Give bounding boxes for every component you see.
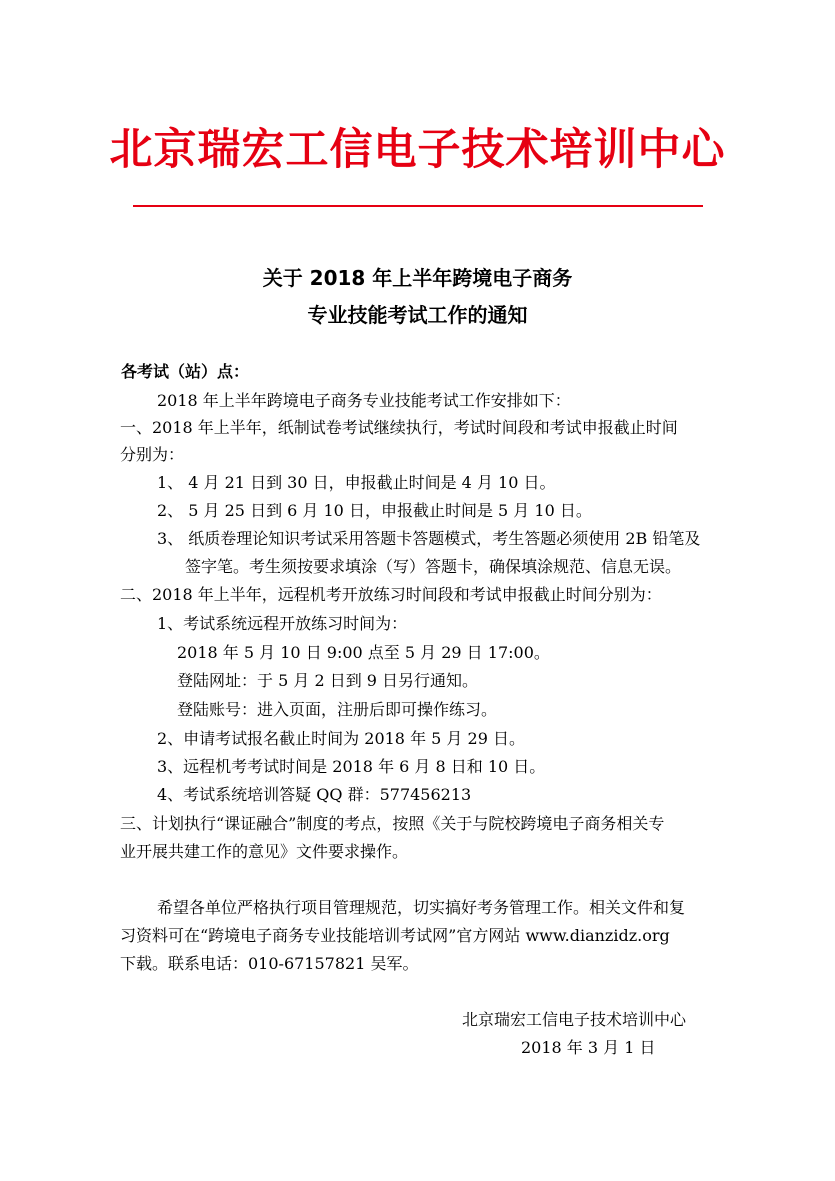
section3-line1: 三、计划执行“课证融合”制度的考点，按照《关于与院校跨境电子商务相关专 [120,814,665,833]
section1-heading-line1: 一、2018 年上半年，纸制试卷考试继续执行，考试时间段和考试申报截止时间 [120,418,678,437]
org-header-title: 北京瑞宏工信电子技术培训中心 [109,125,726,175]
section1-item1: 1、 4 月 21 日到 30 日，申报截止时间是 4 月 10 日。 [157,473,556,492]
section2-item3: 3、远程机考考试时间是 2018 年 6 月 8 日和 10 日。 [157,757,546,776]
section2-item4: 4、考试系统培训答疑 QQ 群：577456213 [157,785,472,804]
section2-heading: 二、2018 年上半年，远程机考开放练习时间段和考试申报截止时间分别为： [120,585,662,604]
signature-date: 2018 年 3 月 1 日 [521,1038,656,1057]
section1-item2: 2、 5 月 25 日到 6 月 10 日，申报截止时间是 5 月 10 日。 [157,501,592,520]
closing-line2: 习资料可在“跨境电子商务专业技能培训考试网”官方网站 www.dianzidz.org [120,926,670,945]
salutation: 各考试（站）点： [121,362,250,381]
section2-item1-account: 登陆账号：进入页面，注册后即可操作练习。 [177,700,498,719]
section2-item1: 1、考试系统远程开放练习时间为： [157,614,408,633]
section2-item2: 2、申请考试报名截止时间为 2018 年 5 月 29 日。 [157,729,525,748]
section2-item1-url: 登陆网址：于 5 月 2 日到 9 日另行通知。 [177,671,479,690]
doc-title-line1: 关于 2018 年上半年跨境电子商务 [262,266,573,290]
closing-line3: 下载。联系电话：010-67157821 吴军。 [120,954,419,973]
closing-line1: 希望各单位严格执行项目管理规范，切实搞好考务管理工作。相关文件和复 [157,898,686,917]
section3-line2: 业开展共建工作的意见》文件要求操作。 [120,842,409,861]
section1-item3-line2: 签字笔。考生须按要求填涂（写）答题卡，确保填涂规范、信息无误。 [185,557,682,576]
section2-item1-time: 2018 年 5 月 10 日 9:00 点至 5 月 29 日 17:00。 [177,643,550,662]
signature-org: 北京瑞宏工信电子技术培训中心 [462,1010,687,1029]
section1-item3-line1: 3、 纸质卷理论知识考试采用答题卡答题模式，考生答题必须使用 2B 铅笔及 [157,529,701,548]
intro-paragraph: 2018 年上半年跨境电子商务专业技能考试工作安排如下： [157,391,571,410]
doc-title-line2: 专业技能考试工作的通知 [307,303,528,327]
section1-heading-line2: 分别为： [120,445,185,464]
header-divider [133,205,703,207]
